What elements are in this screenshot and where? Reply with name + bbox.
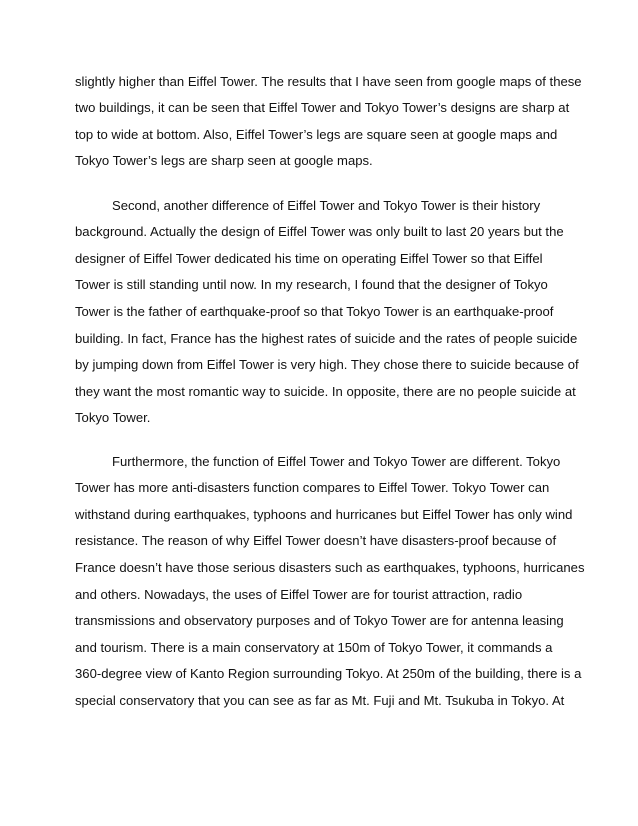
text-line: France doesn’t have those serious disasters such as earthquakes, typhoons, hurricanes (75, 560, 585, 575)
text-line: designer of Eiffel Tower dedicated his time on operating Eiffel Tower so that Eiffel (75, 251, 543, 266)
text-line: top to wide at bottom. Also, Eiffel Tower’s legs are square seen at google maps and (75, 127, 558, 142)
text-line: background. Actually the design of Eiffel Tower was only built to last 20 years but the (75, 224, 564, 239)
text-line: resistance. The reason of why Eiffel Tower doesn’t have disasters-proof because of (75, 533, 557, 548)
text-line: slightly higher than Eiffel Tower. The results that I have seen from google maps of these (75, 74, 582, 89)
text-line: 360-degree view of Kanto Region surrounding Tokyo. At 250m of the building, there is a (75, 666, 582, 681)
text-line: by jumping down from Eiffel Tower is very high. They chose there to suicide because of (75, 357, 579, 372)
text-line: Tokyo Tower’s legs are sharp seen at google maps. (75, 153, 373, 168)
text-line: Tokyo Tower. (75, 410, 151, 425)
text-line: Tower has more anti-disasters function compares to Eiffel Tower. Tokyo Tower can (75, 480, 550, 495)
text-line: withstand during earthquakes, typhoons and hurricanes but Eiffel Tower has only wind (75, 507, 573, 522)
text-line: two buildings, it can be seen that Eiffel Tower and Tokyo Tower’s designs are sharp at (75, 100, 570, 115)
text-line: and others. Nowadays, the uses of Eiffel Tower are for tourist attraction, radio (75, 587, 523, 602)
text-line: Tower is the father of earthquake-proof so that Tokyo Tower is an earthquake-proof (75, 304, 554, 319)
paragraph-first-line: Second, another difference of Eiffel Tower and Tokyo Tower is their history (112, 198, 541, 213)
text-line: special conservatory that you can see as far as Mt. Fuji and Mt. Tsukuba in Tokyo. At (75, 693, 565, 708)
text-line: building. In fact, France has the highest rates of suicide and the rates of people suicide (75, 331, 578, 346)
paragraph-first-line: Furthermore, the function of Eiffel Tower and Tokyo Tower are different. Tokyo (112, 454, 561, 469)
text-line: and tourism. There is a main conservatory at 150m of Tokyo Tower, it commands a (75, 640, 553, 655)
text-line: Tower is still standing until now. In my research, I found that the designer of Tokyo (75, 277, 548, 292)
text-line: they want the most romantic way to suicide. In opposite, there are no people suicide at (75, 384, 576, 399)
text-line: transmissions and observatory purposes and of Tokyo Tower are for antenna leasing (75, 613, 564, 628)
